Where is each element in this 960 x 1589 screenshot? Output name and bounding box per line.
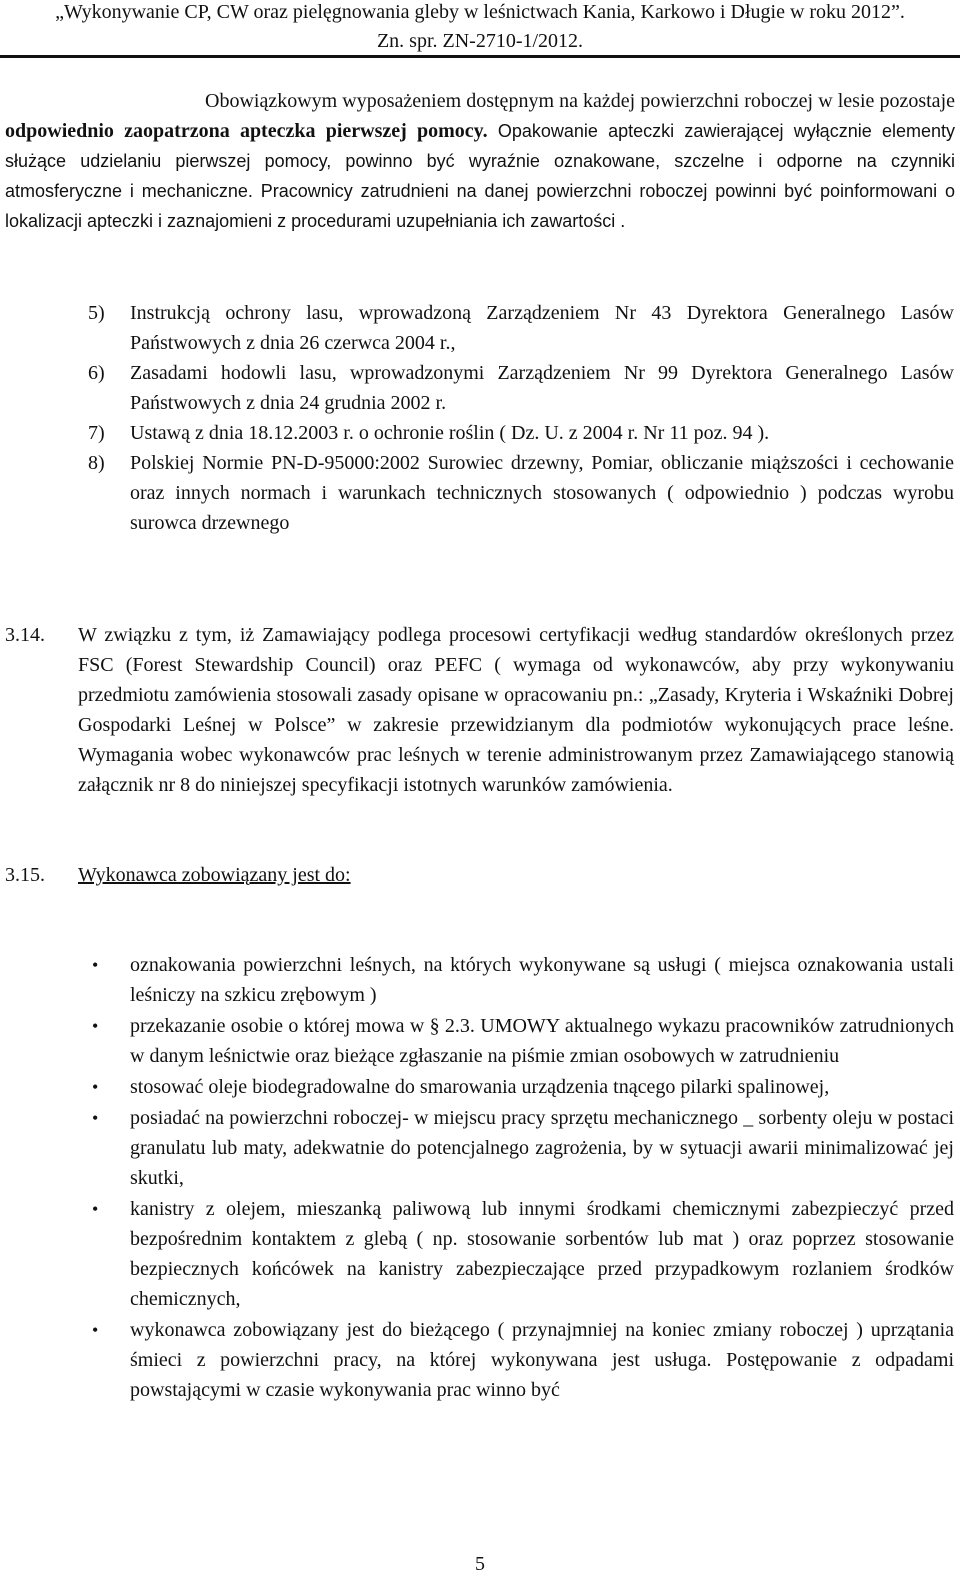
intro-part2: Opakowanie apteczki zawierającej wyłącznie elementy służące udzielaniu pierwszej pomocy, powinno być wyraźnie oznakowane, szczelne i odporne na czynniki atmosferyczne i mechaniczne.: [5, 121, 955, 201]
intro-text-start: [5, 86, 955, 236]
list-item-number: 8): [88, 452, 105, 474]
intro-part1: Obowiązkowym wyposażeniem dostępnym na każdej powierzchni roboczej w lesie pozostaje: [205, 90, 955, 112]
obligations-list: [88, 950, 954, 1406]
list-item-text: Ustawą z dnia 18.12.2003 r. o ochronie roślin ( Dz. U. z 2004 r. Nr 11 poz. 94 ).: [130, 422, 770, 444]
bullet-text: wykonawca zobowiązany jest do bieżącego ( przynajmniej na koniec zmiany roboczej ) uprzątania śmieci z powierzchni pracy, na której wykonywana jest usługa. Postępowanie z odpadami powstającymi w czasie wykonywania prac winno być: [130, 1319, 954, 1401]
list-item: [88, 358, 954, 418]
list-item: [88, 448, 954, 538]
section-314-text: W związku z tym, iż Zamawiający podlega procesowi certyfikacji według standardów określonych przez FSC (Forest Stewardship Council) oraz PEFC ( wymaga od wykonawców, aby przy wykonywaniu przedmiotu zamówienia stosowali zasady opisane w opracowaniu pn.: „Zasady, Kryteria i Wskaźniki Dobrej Gospodarki Leśnej w Polsce” w zakresie przewidzianym dla podmiotów wykonujących prace leśne. Wymagania wobec wykonawców prac leśnych w terenie administrowanym przez Zamawiającego stanowią załącznik nr 8 do niniejszej specyfikacji istotnych warunków zamówienia.: [78, 624, 954, 796]
bullet-text: kanistry z olejem, mieszanką paliwową lub innymi środkami chemicznymi zabezpieczyć przed bezpośrednim kontaktem z glebą ( np. stosowanie sorbentów lub mat ) oraz poprzez stosowanie bezpiecznych końcówek na kanistry zabezpieczające przed przypadkowym rozlaniem środków chemicznych,: [130, 1198, 954, 1310]
document-case-number: Zn. spr. ZN-2710-1/2012.: [376, 30, 584, 52]
list-item-text: Instrukcją ochrony lasu, wprowadzoną Zarządzeniem Nr 43 Dyrektora Generalnego Lasów Państwowych z dnia 26 czerwca 2004 r.,: [130, 302, 954, 354]
header-rule: [0, 55, 960, 58]
list-item: [88, 950, 954, 1010]
bullet-text: przekazanie osobie o której mowa w § 2.3. UMOWY aktualnego wykazu pracowników zatrudnionych w danym leśnictwie oraz bieżące zgłaszanie na piśmie zmian osobowych w zatrudnieniu: [130, 1015, 954, 1067]
bullet-icon: •: [92, 1016, 99, 1036]
bullet-icon: •: [92, 1199, 99, 1219]
list-item-number: 7): [88, 422, 105, 444]
list-item-number: 5): [88, 302, 105, 324]
list-item: [88, 1194, 954, 1314]
bullet-text: posiadać na powierzchni roboczej- w miejscu pracy sprzętu mechanicznego _ sorbenty oleju w postaci granulatu lub maty, adekwatnie do potencjalnego zagrożenia, by w sytuacji awarii minimalizować jej skutki,: [130, 1107, 954, 1189]
section-314-number: 3.14.: [5, 624, 45, 646]
bullet-text: stosować oleje biodegradowalne do smarowania urządzenia tnącego pilarki spalinowej,: [130, 1076, 830, 1098]
section-315-heading: Wykonawca zobowiązany jest do:: [78, 864, 351, 886]
regulations-list: [88, 298, 954, 538]
bullet-text: oznakowania powierzchni leśnych, na których wykonywane są usługi ( miejsca oznakowania ustali leśniczy na szkicu zrębowym ): [130, 954, 954, 1006]
list-item: [88, 1072, 954, 1102]
list-item-number: 6): [88, 362, 105, 384]
list-item-text: Zasadami hodowli lasu, wprowadzonymi Zarządzeniem Nr 99 Dyrektora Generalnego Lasów Państwowych z dnia 24 grudnia 2002 r.: [130, 362, 954, 414]
list-item: [88, 1011, 954, 1071]
bullet-icon: •: [92, 1320, 99, 1340]
list-item: [88, 1103, 954, 1193]
list-item: [88, 418, 954, 448]
list-item-text: Polskiej Normie PN-D-95000:2002 Surowiec drzewny, Pomiar, obliczanie miąższości i cechowanie oraz innych normach i warunkach technicznych stosowanych ( odpowiednio ) podczas wyrobu surowca drzewnego: [130, 452, 954, 534]
page-number: 5: [475, 1553, 485, 1575]
intro-part3: Pracownicy zatrudnieni na danej powierzchni roboczej powinni być poinformowani o lokalizacji apteczki i zaznajomieni z procedurami uzupełniania ich zawartości .: [5, 181, 955, 231]
intro-paragraph: [5, 86, 955, 236]
bullet-icon: •: [92, 1108, 99, 1128]
bullet-icon: •: [92, 1077, 99, 1097]
document-header-title: „Wykonywanie CP, CW oraz pielęgnowania gleby w leśnictwach Kania, Karkowo i Długie w roku 2012”.: [55, 1, 905, 23]
section-315-number: 3.15.: [5, 864, 45, 886]
list-item: [88, 298, 954, 358]
list-item: [88, 1315, 954, 1405]
bullet-icon: •: [92, 955, 99, 975]
intro-highlight: odpowiednio zaopatrzona apteczka pierwszej pomocy.: [5, 120, 488, 142]
